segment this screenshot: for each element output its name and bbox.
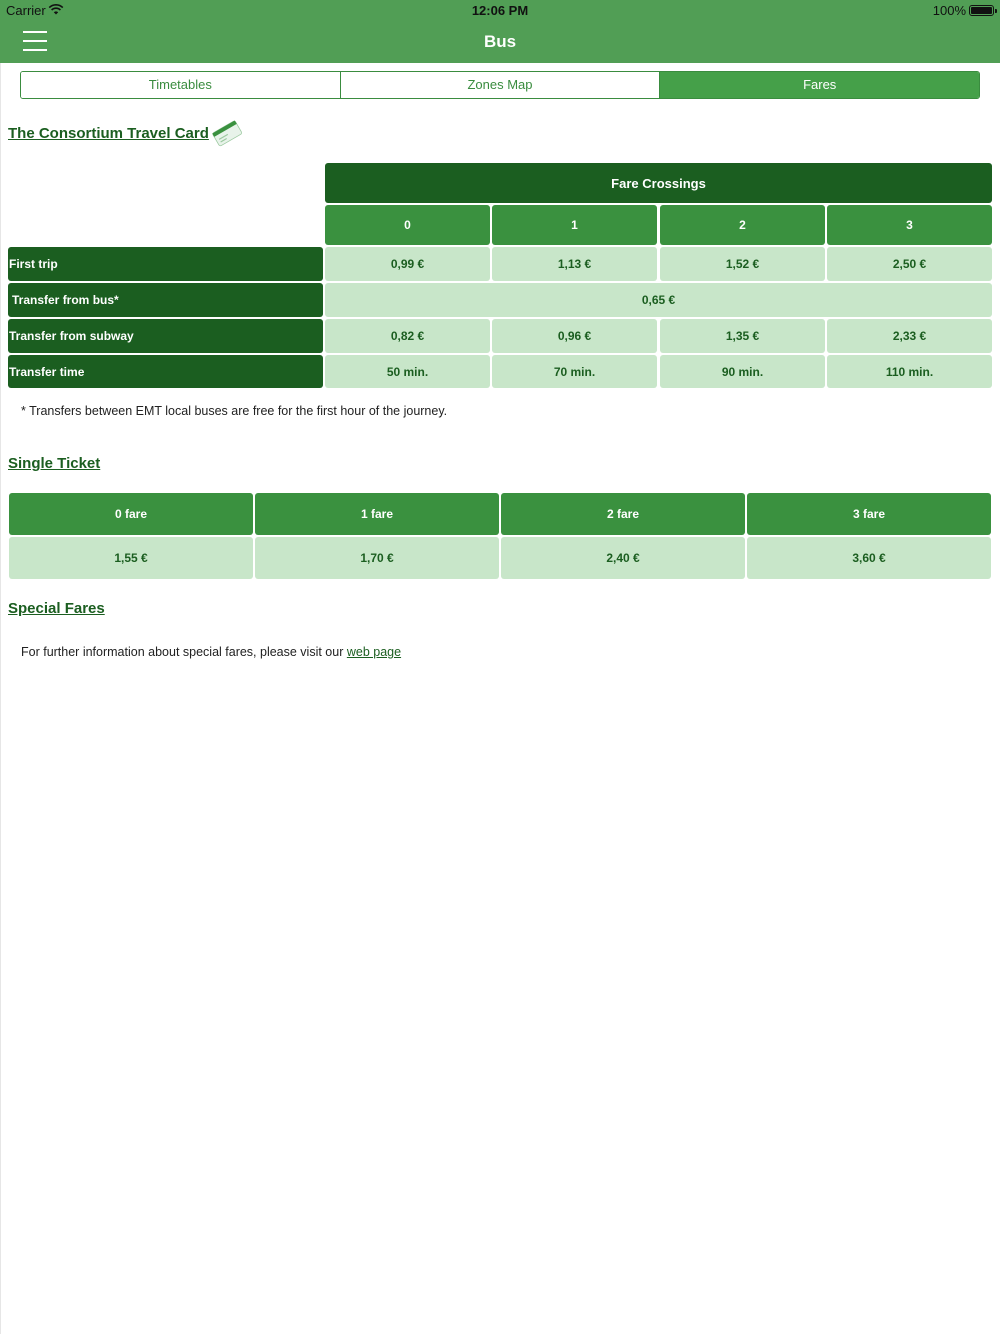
single-ticket-price: 1,70 € (255, 537, 499, 579)
single-ticket-price: 2,40 € (501, 537, 745, 579)
crossing-col-2: 2 (660, 205, 825, 245)
single-ticket-price: 3,60 € (747, 537, 991, 579)
carrier-label: Carrier (6, 3, 46, 18)
row-label-transfer-time: Transfer time (8, 355, 323, 388)
time-cell: 70 min. (492, 355, 657, 388)
single-ticket-header: 0 fare (9, 493, 253, 535)
single-ticket-header: 1 fare (255, 493, 499, 535)
fare-cell: 2,33 € (827, 319, 992, 353)
single-ticket-price: 1,55 € (9, 537, 253, 579)
time-cell: 110 min. (827, 355, 992, 388)
single-ticket-header: 3 fare (747, 493, 991, 535)
nav-bar (0, 20, 1000, 63)
fare-cell: 1,52 € (660, 247, 825, 281)
special-fares-sentence: For further information about special fares, please visit our (21, 645, 347, 659)
tab-timetables[interactable]: Timetables (21, 72, 341, 98)
fare-cell: 1,13 € (492, 247, 657, 281)
fare-cell: 2,50 € (827, 247, 992, 281)
travel-card-icon (212, 118, 242, 148)
crossing-col-3: 3 (827, 205, 992, 245)
page-title: Bus (483, 32, 517, 51)
row-label-transfer-bus: Transfer from bus* (8, 283, 323, 317)
travel-card-title[interactable]: The Consortium Travel Card (8, 125, 209, 142)
fare-crossings-header: Fare Crossings (325, 163, 992, 203)
fare-cell: 1,35 € (660, 319, 825, 353)
time-cell: 90 min. (660, 355, 825, 388)
web-page-link[interactable]: web page (346, 645, 402, 659)
tab-zones-map[interactable]: Zones Map (341, 72, 661, 98)
tab-bar (20, 71, 980, 99)
single-ticket-title[interactable]: Single Ticket (8, 455, 101, 472)
battery-percent: 100% (932, 3, 966, 18)
fare-cell: 0,96 € (492, 319, 657, 353)
battery-icon (969, 5, 994, 16)
row-label-transfer-subway: Transfer from subway (8, 319, 323, 353)
crossing-col-0: 0 (325, 205, 490, 245)
page-edge (0, 63, 1, 1334)
special-fares-title[interactable]: Special Fares (8, 600, 105, 617)
crossing-col-1: 1 (492, 205, 657, 245)
status-bar (0, 0, 1000, 20)
special-fares-text (21, 645, 401, 659)
fare-cell: 0,99 € (325, 247, 490, 281)
fare-cell-merged: 0,65 € (325, 283, 992, 317)
single-ticket-header: 2 fare (501, 493, 745, 535)
transfer-footnote: * Transfers between EMT local buses are free for the first hour of the journey. (21, 404, 448, 418)
row-label-first-trip: First trip (8, 247, 323, 281)
fare-cell: 0,82 € (325, 319, 490, 353)
time-cell: 50 min. (325, 355, 490, 388)
tab-fares[interactable]: Fares (660, 72, 979, 98)
status-time: 12:06 PM (471, 3, 529, 18)
